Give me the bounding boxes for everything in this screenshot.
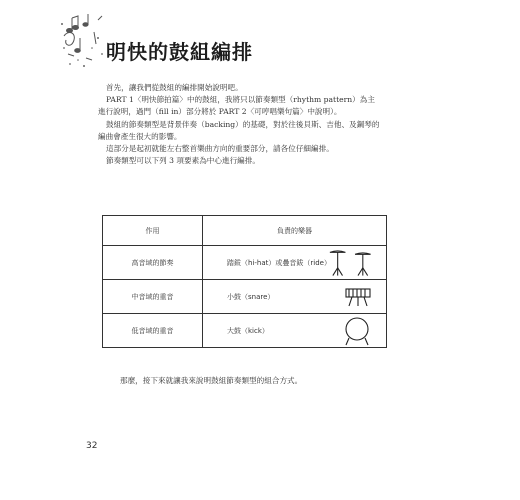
paragraph: 節奏類型可以下列 3 項要素為中心進行編排。 bbox=[106, 156, 260, 166]
music-notes-ornament-icon bbox=[58, 10, 108, 72]
instrument-label: 踏鈸（hi-hat）或疊音鈸（ride） bbox=[227, 258, 331, 267]
role-cell: 低音域的重音 bbox=[103, 314, 203, 348]
hihat-ride-icon bbox=[328, 248, 372, 278]
kick-drum-icon bbox=[342, 316, 372, 346]
paragraph: 首先，讓我們從鼓組的編排開始說明吧。 bbox=[106, 83, 243, 92]
instrument-label: 大鼓（kick） bbox=[227, 326, 269, 335]
paragraph: 鼓組的節奏類型是背景伴奏（backing）的基礎，對於往後貝斯、吉他、及鋼琴的編曲會產生很大的影響。 bbox=[98, 119, 380, 141]
table-row bbox=[103, 280, 387, 314]
table-row bbox=[103, 246, 387, 280]
table-row bbox=[103, 314, 387, 348]
instrument-cell bbox=[203, 246, 387, 280]
paragraph: 這部分是起初就能左右整首樂曲方向的重要部分，請各位仔細編排。 bbox=[106, 144, 334, 154]
page-number: 32 bbox=[86, 441, 98, 451]
paragraph: PART 1〈明快節拍篇〉中的鼓組，我將只以節奏類型（rhythm pattern）為主進行說明，過門（fill in）部分將於 PART 2〈可哼唱樂句篇〉中說明）。 bbox=[98, 95, 375, 117]
instrument-label: 小鼓（snare） bbox=[227, 292, 275, 301]
role-cell: 中音域的重音 bbox=[103, 280, 203, 314]
instrument-role-table bbox=[102, 215, 387, 348]
body-text bbox=[98, 82, 380, 167]
instrument-cell bbox=[203, 314, 387, 348]
header-instrument: 負責的樂器 bbox=[203, 216, 387, 246]
role-cell: 高音域的節奏 bbox=[103, 246, 203, 280]
page-title: 明快的鼓組編排 bbox=[106, 40, 253, 64]
header-role: 作用 bbox=[103, 216, 203, 246]
instrument-cell bbox=[203, 280, 387, 314]
closing-text: 那麼，接下來就讓我來說明鼓組節奏類型的組合方式。 bbox=[120, 376, 303, 385]
table-header-row bbox=[103, 216, 387, 246]
snare-drum-icon bbox=[344, 286, 372, 308]
